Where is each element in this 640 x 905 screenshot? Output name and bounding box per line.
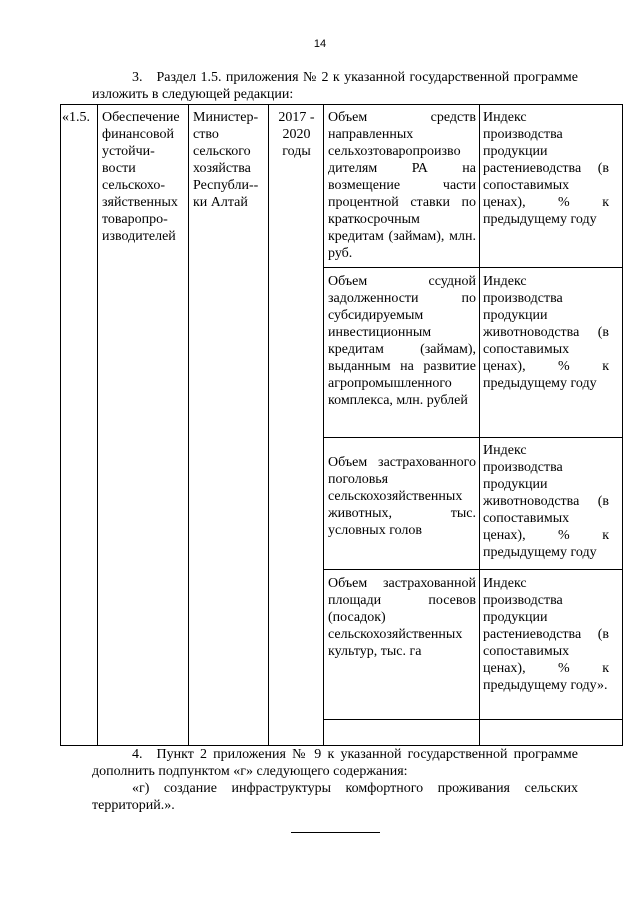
indicator-cell: Объем ссудной задолженности по субсидируемым инвестиционным кредитам (займам), выданным на развитие агропромышленного комплекса, млн. рублей [328, 274, 476, 408]
indicator-cell: Объем застрахованной площади посевов (посадок) сельскохозяйственных культур, тыс. га [328, 576, 476, 659]
paragraph-3 [92, 69, 578, 103]
table-divider [268, 104, 269, 746]
table-row-divider [323, 437, 623, 438]
task-cell: Обеспечение финансовой устойчи-вости сельскохо-зяйственных товаропро-изводителей [102, 110, 180, 244]
table-divider [323, 104, 324, 746]
target-cell: Индекс производства продукции растениеводства (в сопоставимых ценах), % к предыдущему году». [483, 576, 609, 693]
indicator-cell: Объем средств направленных сельхозтоваропроизво дителям РА на возмещение части процентной ставки по краткосрочным кредитам (займам), млн. руб. [328, 110, 476, 261]
table-row-divider [323, 569, 623, 570]
closing-rule [291, 832, 380, 833]
table-row-divider [323, 719, 623, 720]
table-divider [97, 104, 98, 746]
years-cell: 2017 - 2020 годы [278, 110, 315, 159]
target-cell: Индекс производства продукции растениеводства (в сопоставимых ценах), % к предыдущему году [483, 110, 609, 227]
target-cell: Индекс производства продукции животноводства (в сопоставимых ценах), % к предыдущему году [483, 443, 609, 560]
table-row-divider [323, 267, 623, 268]
table-divider [479, 104, 480, 746]
paragraph-3-text: 3. Раздел 1.5. приложения № 2 к указанной государственной программе изложить в следующей редакции: [92, 70, 578, 102]
paragraph-5 [92, 780, 578, 814]
indicator-cell: Объем застрахованного поголовья сельскохозяйственных животных, тыс. условных голов [328, 455, 476, 538]
section-number: «1.5. [62, 110, 90, 125]
executor-cell: Министер-ство сельского хозяйства Республи--ки Алтай [193, 110, 259, 210]
paragraph-4-text: 4. Пункт 2 приложения № 9 к указанной государственной программе дополнить подпунктом «г» следующего содержания: [92, 747, 578, 779]
paragraph-4 [92, 746, 578, 780]
target-cell: Индекс производства продукции животноводства (в сопоставимых ценах), % к предыдущему году [483, 274, 609, 391]
paragraph-5-text: «г) создание инфраструктуры комфортного проживания сельских территорий.». [92, 781, 578, 813]
page-number: 14 [313, 38, 327, 50]
table-divider [188, 104, 189, 746]
